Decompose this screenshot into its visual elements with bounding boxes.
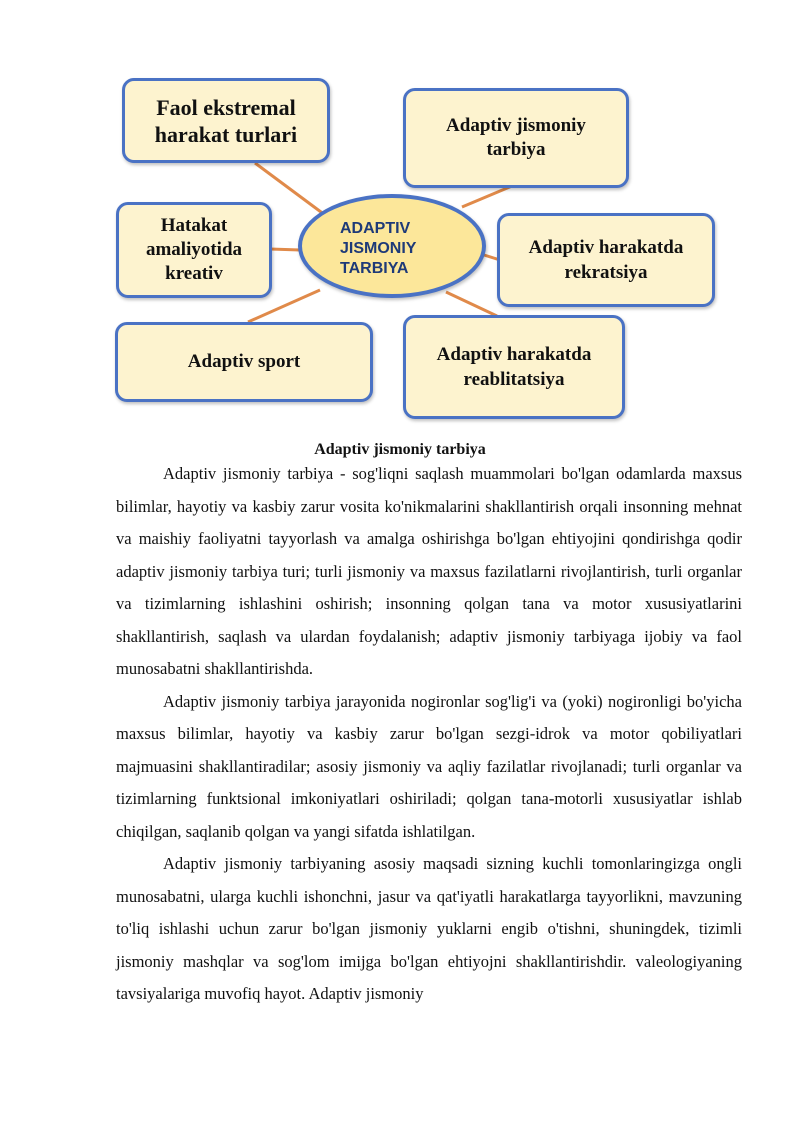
node-hatakat-kreativ [116, 202, 272, 298]
connector-ajt [462, 186, 512, 207]
node-reablitatsiya-label: Adaptiv harakatda reablitatsiya [436, 344, 592, 390]
node-adaptiv-sport-label: Adaptiv sport [187, 350, 301, 372]
connector-reablitatsiya [446, 292, 497, 316]
center-node-label: ADAPTIV JISMONIY TARBIYA [340, 220, 417, 277]
node-reablitatsiya [403, 315, 625, 419]
paragraph-1: Adaptiv jismoniy tarbiya - sog'liqni saqlash muammolari bo'lgan odamlarda maxsus bilimlar, hayotiy va kasbiy zarur vosita ko'nikmalarini shakllantirish orqali insonning mehnat va maishiy faoliyatni tayyorlash va amalga oshirishga bo'lgan ehtiyojini qondirishga qodir adaptiv jismoniy tarbiya turi; turli jismoniy va maxsus fazilatlarni rivojlantirish, turli organlar va tizimlarning ishlashini oshirish; insonning qolgan tana va motor xususiyatlarini shakllantirish, saqlash va ulardan foydalanish; adaptiv jismoniy tarbiyaga ijobiy va faol munosabatni shakllantirishda. [116, 464, 742, 678]
node-hatakat-kreativ-label: Hatakat amaliyotida kreativ [145, 215, 243, 284]
node-rekratsiya [497, 213, 715, 307]
node-adaptiv-sport [115, 322, 373, 402]
node-rekratsiya-label: Adaptiv harakatda rekratsiya [528, 237, 684, 283]
node-faol-ekstremal-label: Faol ekstremal harakat turlari [154, 94, 298, 147]
node-faol-ekstremal [122, 78, 330, 163]
concept-diagram [0, 0, 800, 430]
document-body [116, 458, 742, 1011]
paragraph-2: Adaptiv jismoniy tarbiya jarayonida nogironlar sog'lig'i va (yoki) nogironligi bo'yicha maxsus bilimlar, hayotiy va kasbiy zarur bo'lgan sezgi-idrok va motor qobiliyatlari majmuasini shakllantiradilar; asosiy jismoniy va aqliy fazilatlar rivojlanadi; turli organlar va tizimlarning funktsional imkoniyatlari oshiriladi; qolgan tana-motorli xususiyatlar ishlab chiqilgan, saqlanib qolgan va yangi sifatda ishlatilgan. [116, 691, 742, 841]
node-adaptiv-jismoniy-tarbiya [403, 88, 629, 188]
connector-hatakat [270, 249, 300, 250]
figure-caption: Adaptiv jismoniy tarbiya [314, 441, 486, 458]
node-adaptiv-jismoniy-tarbiya-label: Adaptiv jismoniy tarbiya [446, 115, 586, 160]
paragraph-3: Adaptiv jismoniy tarbiyaning asosiy maqsadi sizning kuchli tomonlaringizga ongli munosabatni, ularga kuchli ishonchni, jasur va qat'iyatli harakatlarga tayyorlikni, mavzuning to'liq ishlashi uchun zarur bo'lgan jismoniy yuklarni engib o'tishni, shuningdek, tizimli jismoniy mashqlar va sog'lom imijga bo'lgan ehtiyojni shakllantirishdir. valeologiyaning tavsiyalariga muvofiq hayot. Adaptiv jismoniy [116, 854, 742, 1003]
